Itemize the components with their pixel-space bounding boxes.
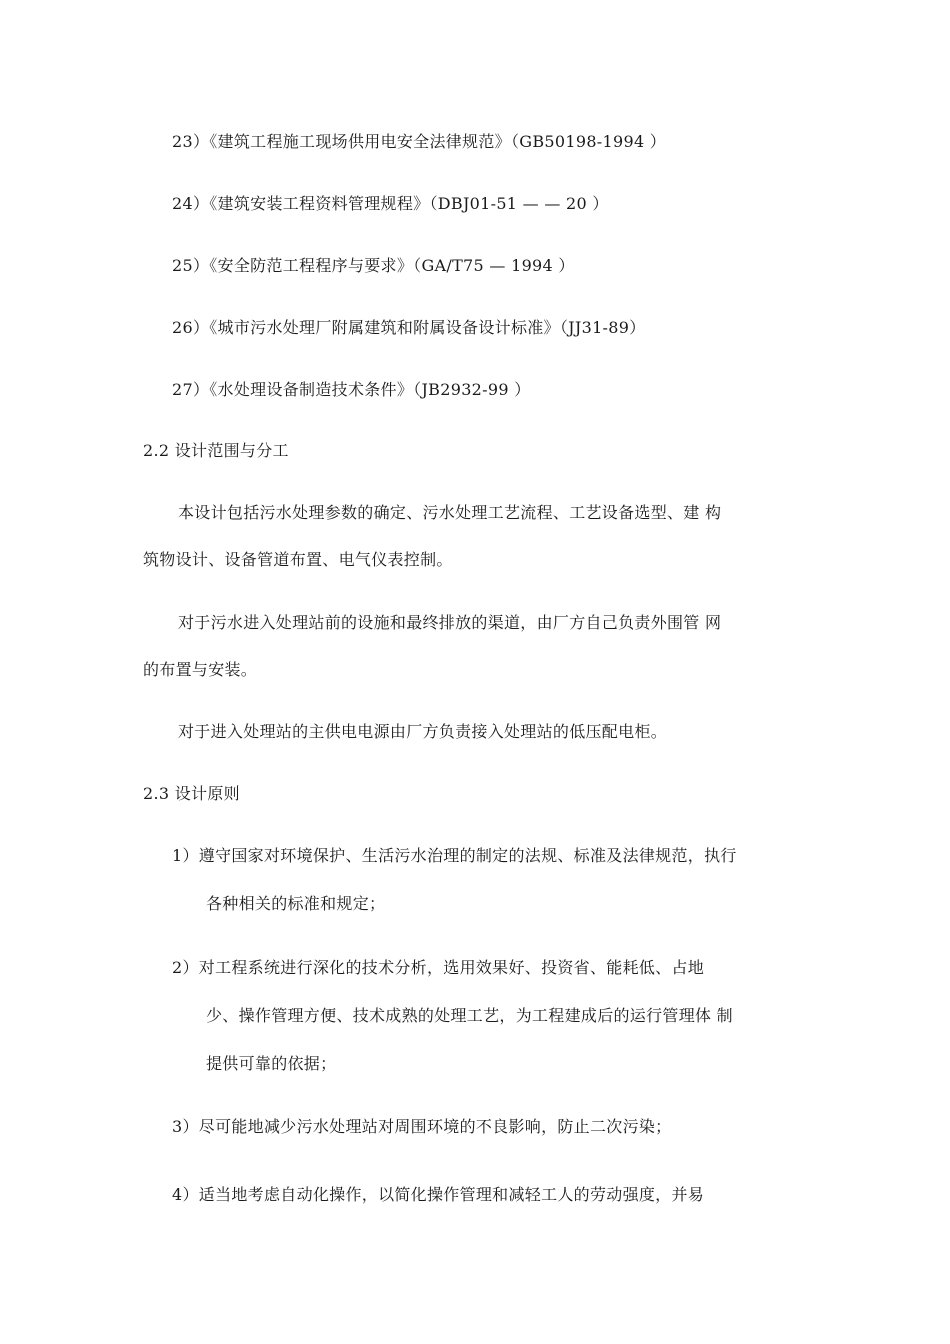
reference-item-24: 24）《建筑安装工程资料管理规程》（DBJ01-51 — — 20 ） (172, 194, 609, 213)
reference-item-26: 26）《城市污水处理厂附属建筑和附属设备设计标准》（JJ31-89） (172, 318, 646, 337)
principle-item-2-line-3: 提供可靠的依据； (206, 1054, 337, 1073)
paragraph-drainage-line-2: 的布置与安装。 (143, 660, 258, 679)
reference-item-27: 27）《水处理设备制造技术条件》（JB2932-99 ） (172, 380, 531, 399)
paragraph-scope-line-2: 筑物设计、设备管道布置、电气仪表控制。 (143, 550, 453, 569)
principle-item-3-line-1: 3）尽可能地减少污水处理站对周围环境的不良影响，防止二次污染； (172, 1117, 672, 1136)
principle-item-4-line-1: 4）适当地考虑自动化操作，以简化操作管理和减轻工人的劳动强度，并易 (172, 1185, 705, 1204)
principle-item-2-line-1: 2）对工程系统进行深化的技术分析，选用效果好、投资省、能耗低、占地 (172, 958, 705, 977)
paragraph-drainage-line-1: 对于污水进入处理站前的设施和最终排放的渠道，由厂方自己负责外围管 网 (178, 613, 722, 632)
reference-item-23: 23）《建筑工程施工现场供用电安全法律规范》（GB50198-1994 ） (172, 132, 667, 151)
principle-item-1-line-2: 各种相关的标准和规定； (206, 894, 386, 913)
reference-item-25: 25）《安全防范工程程序与要求》（GA/T75 — 1994 ） (172, 256, 575, 275)
section-heading-2-2: 2.2 设计范围与分工 (143, 441, 289, 460)
paragraph-power-line-1: 对于进入处理站的主供电电源由厂方负责接入处理站的低压配电柜。 (178, 722, 668, 741)
principle-item-1-line-1: 1）遵守国家对环境保护、生活污水治理的制定的法规、标准及法律规范，执行 (172, 846, 737, 865)
principle-item-2-line-2: 少、操作管理方便、技术成熟的处理工艺，为工程建成后的运行管理体 制 (206, 1006, 733, 1025)
section-heading-2-3: 2.3 设计原则 (143, 784, 240, 803)
paragraph-scope-line-1: 本设计包括污水处理参数的确定、污水处理工艺流程、工艺设备选型、建 构 (178, 503, 722, 522)
